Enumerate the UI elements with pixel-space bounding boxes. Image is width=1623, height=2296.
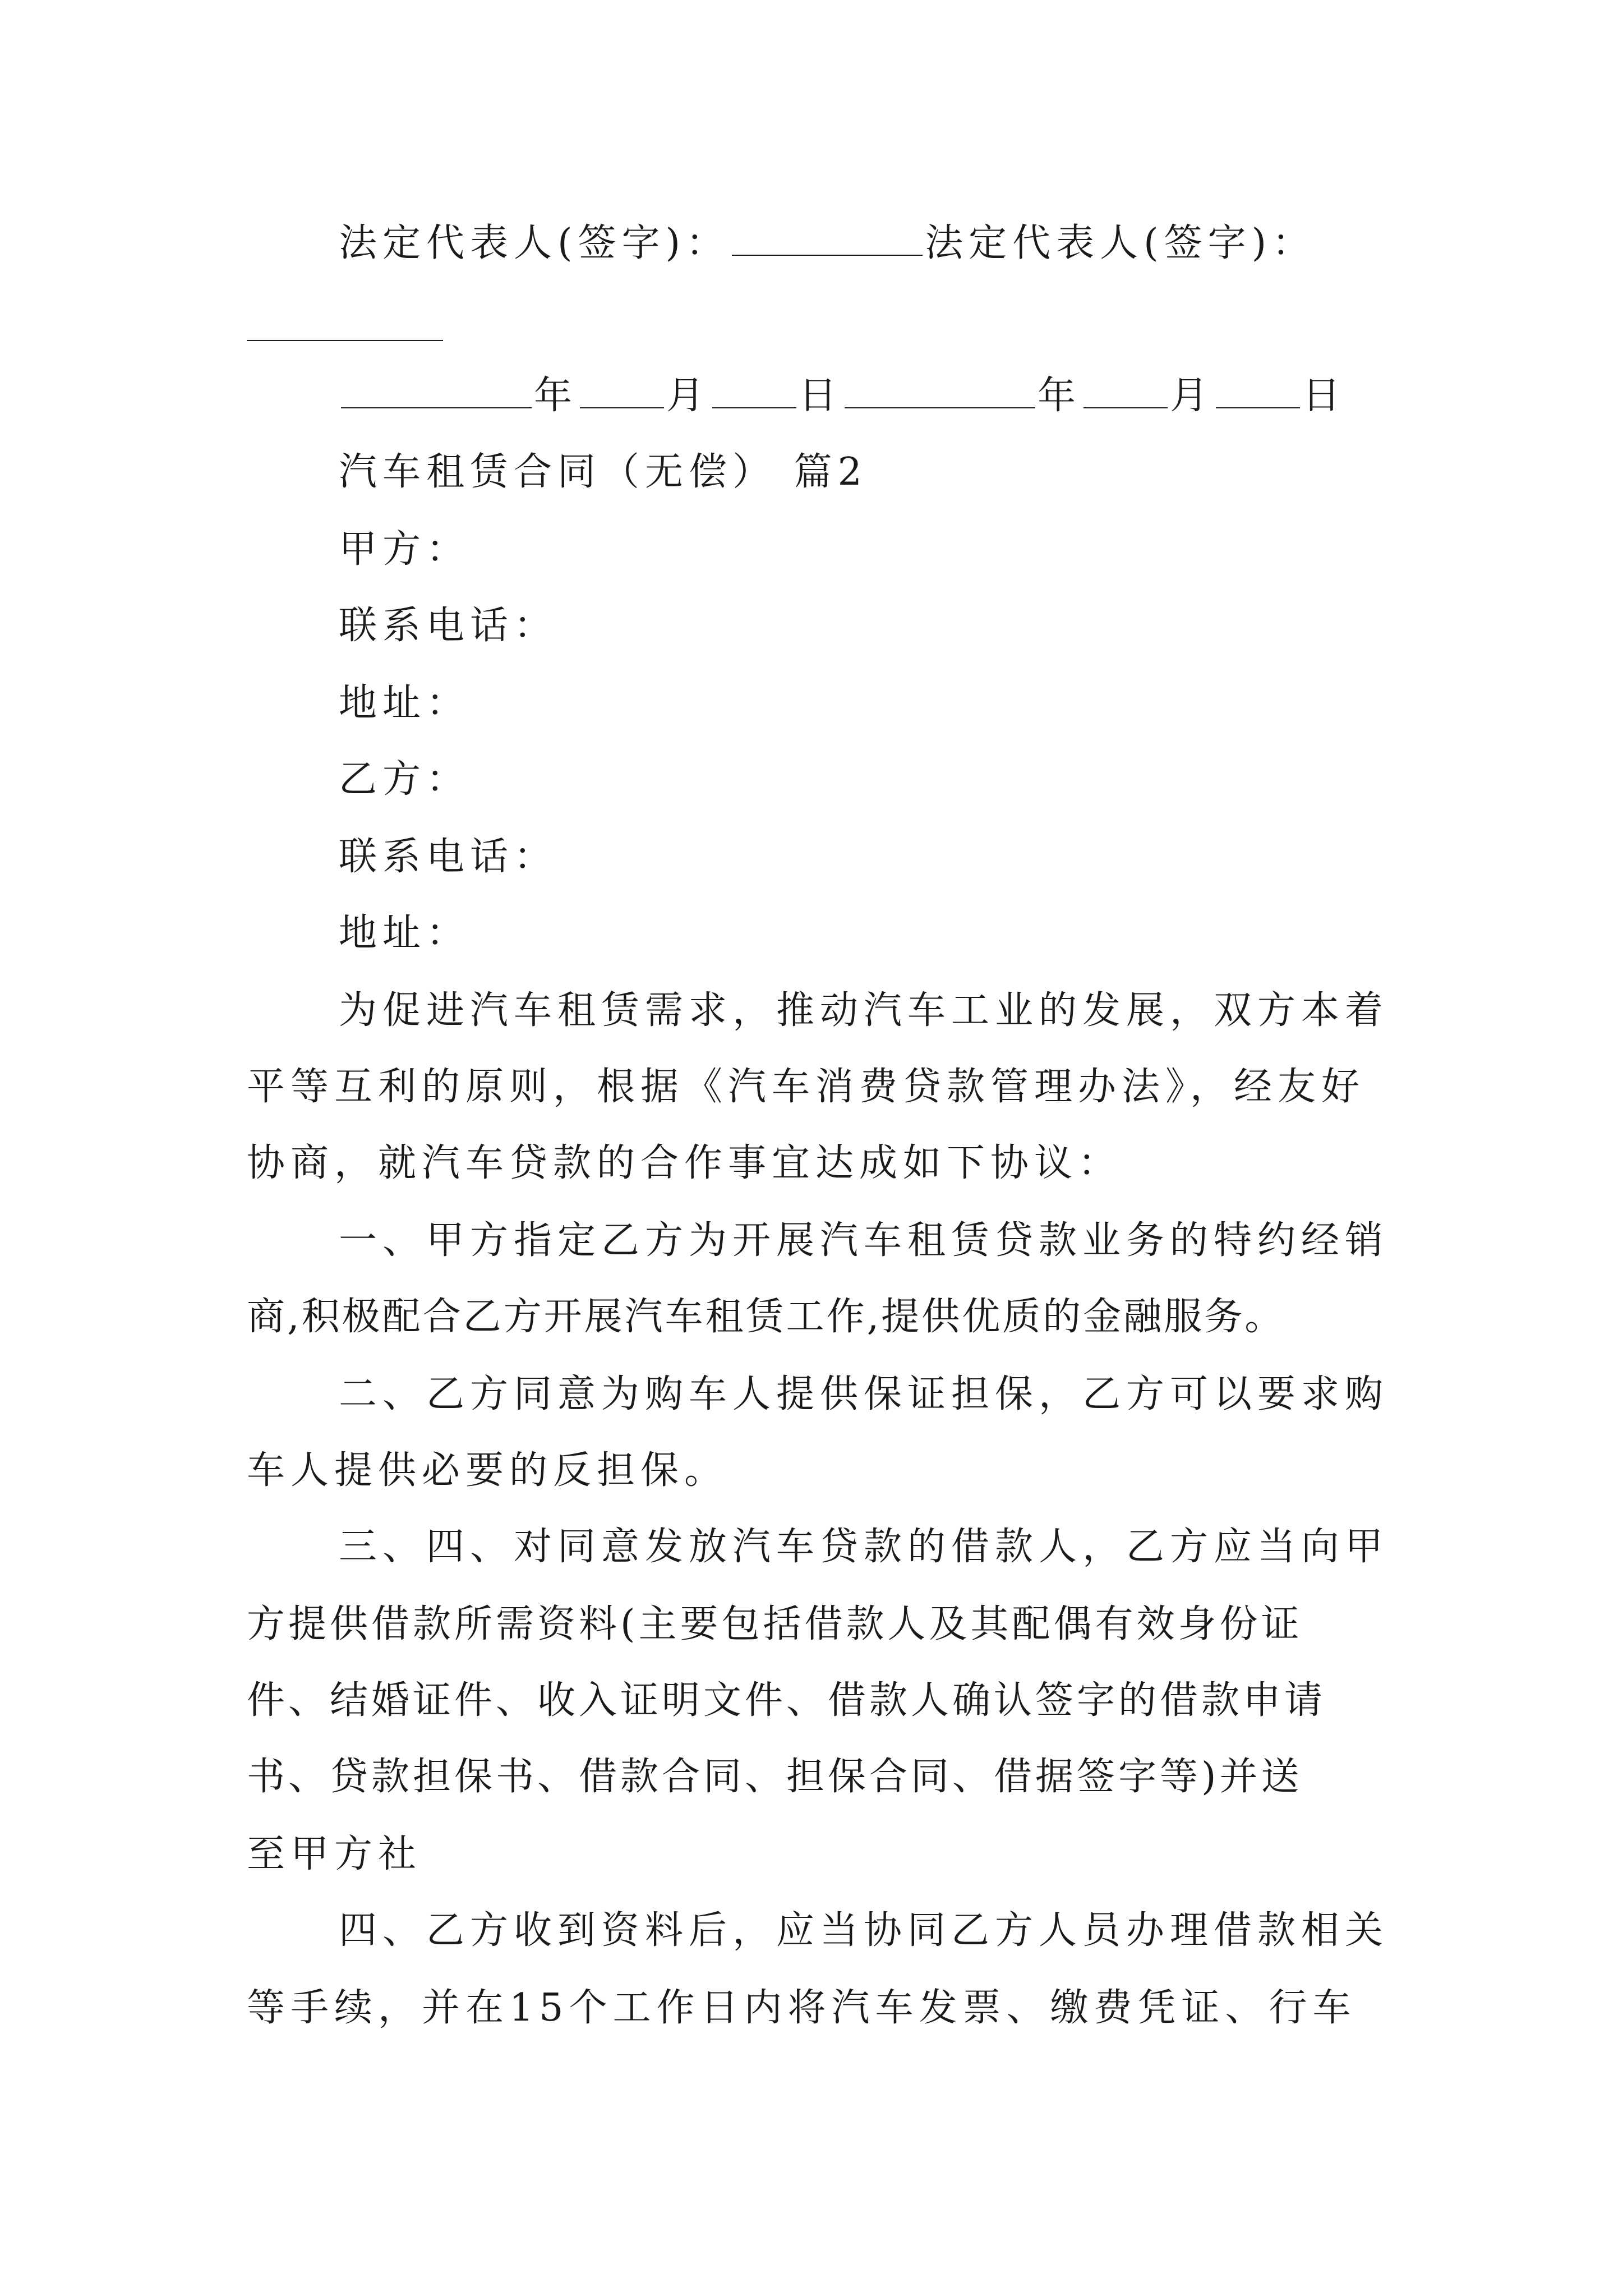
month-blank-2 [1083,407,1168,408]
party-b-label: 乙方： [339,757,471,802]
preamble-line-3: 协商，就汽车贷款的合作事宜达成如下协议： [247,1141,1122,1185]
party-a-label: 甲方： [339,527,471,572]
clause2-line-1: 二、乙方同意为购车人提供保证担保，乙方可以要求购 [339,1372,1389,1416]
date-line [339,374,1347,418]
clause4-line-2: 等手续，并在15个工作日内将汽车发票、缴费凭证、行车 [247,1986,1357,2030]
signature-line [339,221,1316,265]
signature-left-blank [732,255,923,256]
day-label-2: 日 [1302,374,1347,418]
party-a-address-label: 地址： [339,681,471,725]
clause2-line-2: 车人提供必要的反担保。 [247,1448,728,1493]
signature-left-label: 法定代表人(签字)： [339,221,730,265]
signature-right-blank [247,340,443,341]
month-label: 月 [666,374,711,418]
month-label-2: 月 [1170,374,1214,418]
clause3-line-5: 至甲方社 [247,1832,422,1876]
signature-right-label: 法定代表人(签字)： [925,221,1316,265]
year-label-2: 年 [1038,374,1082,418]
year-blank [341,407,532,408]
preamble-line-1: 为促进汽车租赁需求，推动汽车工业的发展，双方本着 [339,988,1389,1033]
section-title: 汽车租赁合同（无偿） 篇2 [339,450,868,494]
month-blank [580,407,664,408]
year-blank-2 [845,407,1035,408]
clause1-line-2: 商,积极配合乙方开展汽车租赁工作,提供优质的金融服务。 [247,1295,1285,1339]
party-b-phone-label: 联系电话： [339,835,558,879]
clause1-line-1: 一、甲方指定乙方为开展汽车租赁贷款业务的特约经销 [339,1218,1389,1263]
clause3-line-2: 方提供借款所需资料(主要包括借款人及其配偶有效身份证 [247,1602,1303,1646]
day-blank-2 [1216,407,1300,408]
clause3-line-4: 书、贷款担保书、借款合同、担保合同、借据签字等)并送 [247,1755,1303,1799]
clause3-line-1: 三、四、对同意发放汽车贷款的借款人，乙方应当向甲 [339,1525,1389,1569]
clause3-line-3: 件、结婚证件、收入证明文件、借款人确认签字的借款申请 [247,1678,1326,1723]
party-a-phone-label: 联系电话： [339,604,558,648]
clause4-line-1: 四、乙方收到资料后，应当协同乙方人员办理借款相关 [339,1908,1389,1953]
day-label: 日 [799,374,843,418]
year-label: 年 [534,374,578,418]
preamble-line-2: 平等互利的原则，根据《汽车消费贷款管理办法》，经友好 [247,1065,1366,1109]
party-b-address-label: 地址： [339,911,471,955]
day-blank [712,407,796,408]
